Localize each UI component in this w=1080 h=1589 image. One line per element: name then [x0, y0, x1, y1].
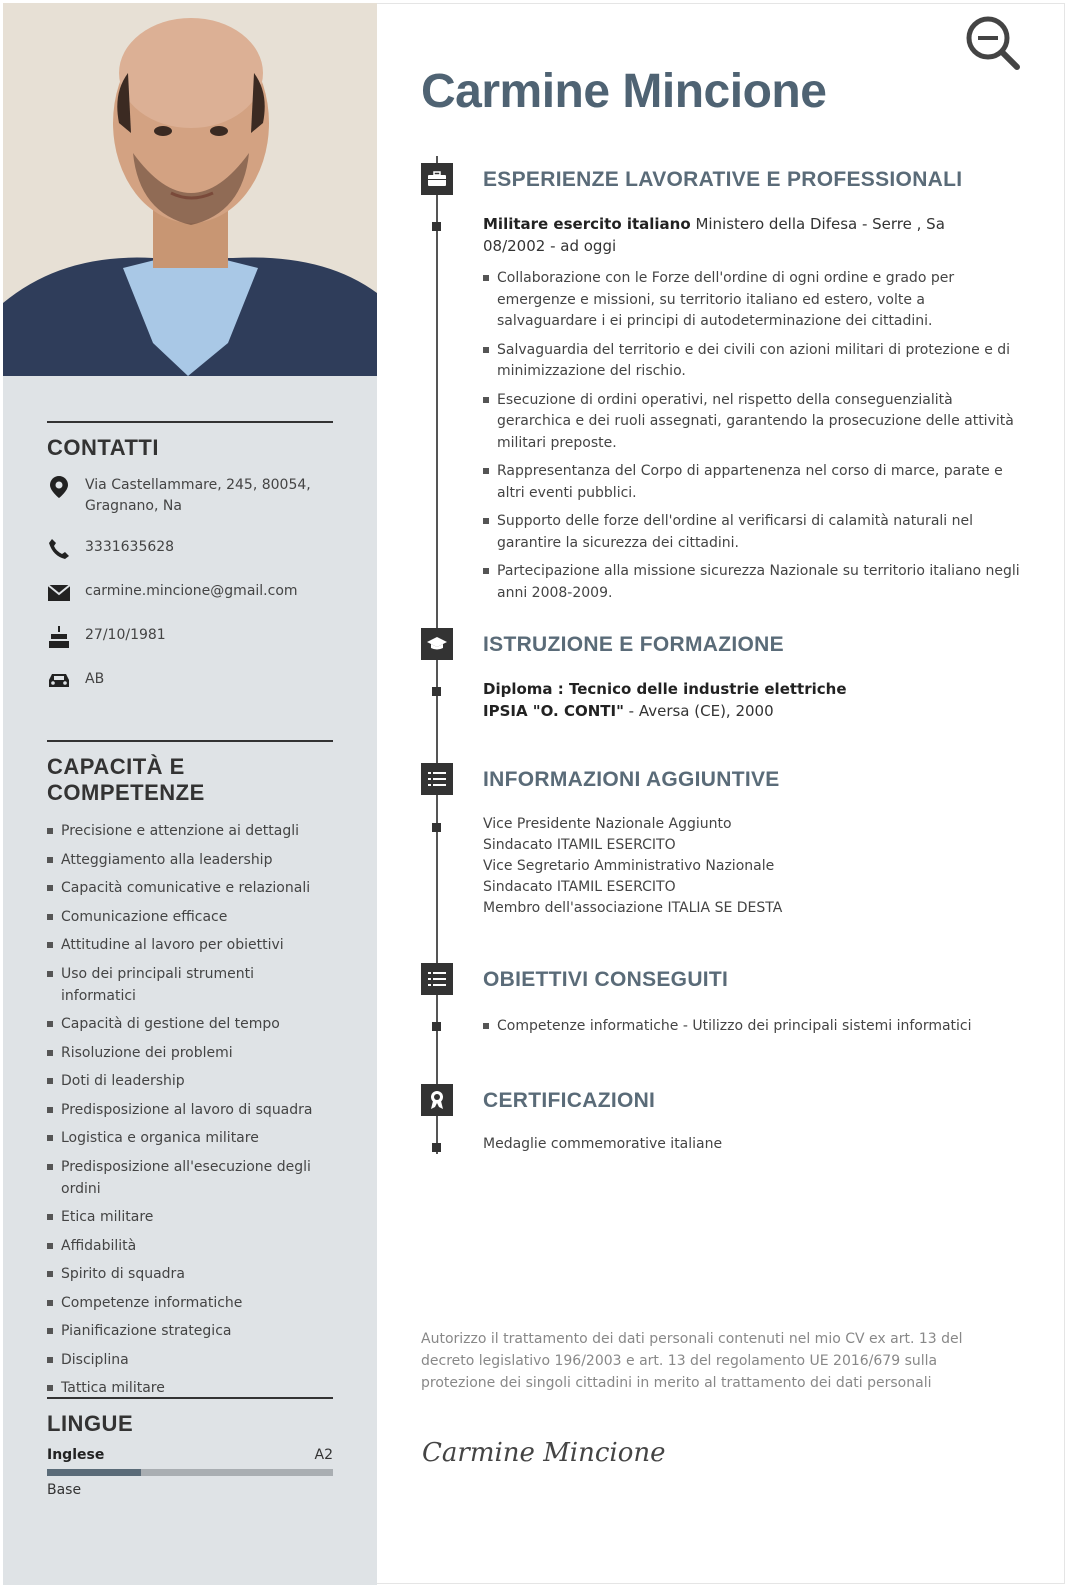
bullet-icon: [47, 942, 53, 948]
award-icon: [421, 1084, 453, 1116]
achievement-text: Competenze informatiche - Utilizzo dei principali sistemi informatici: [497, 1018, 972, 1034]
bullet-icon: [47, 971, 53, 977]
bullet-icon: [47, 828, 53, 834]
bullet-icon: [47, 857, 53, 863]
skill-text: Atteggiamento alla leadership: [61, 851, 273, 868]
skill-text: Disciplina: [61, 1351, 129, 1368]
bullet-icon: [47, 1300, 53, 1306]
bullet-icon: [47, 1078, 53, 1084]
bullet-icon: [47, 1214, 53, 1220]
experience-period: 08/2002 - ad oggi: [483, 237, 617, 255]
skill-text: Predisposizione al lavoro di squadra: [61, 1101, 313, 1118]
list-icon: [421, 763, 453, 795]
list-item: [483, 390, 1023, 455]
skill-text: Logistica e organica militare: [61, 1130, 259, 1146]
mail-icon: [47, 581, 71, 605]
skill-item: [47, 1263, 333, 1285]
language-level: A2: [314, 1447, 333, 1463]
bullet-icon: [47, 914, 53, 920]
skill-text: Pianificazione strategica: [61, 1323, 232, 1339]
skill-text: Capacità di gestione del tempo: [61, 1016, 280, 1032]
divider: [47, 740, 333, 742]
skill-text: Capacità comunicative e relazionali: [61, 880, 311, 896]
skill-text: Doti di leadership: [61, 1073, 185, 1089]
timeline-dot: [432, 687, 441, 696]
skill-item: [47, 963, 333, 1007]
additional-line: Vice Segretario Amministrativo Nazionale: [483, 858, 775, 874]
contact-phone: [47, 537, 333, 561]
skill-item: [47, 1235, 333, 1257]
certifications-title: CERTIFICAZIONI: [483, 1089, 656, 1112]
phone-text: 3331635628: [85, 539, 175, 555]
skill-item: [47, 1156, 333, 1200]
list-item: [483, 268, 1023, 333]
skill-text: Affidabilità: [61, 1237, 137, 1254]
address-line1: Via Castellammare, 245, 80054,: [85, 477, 311, 493]
additional-line: Vice Presidente Nazionale Aggiunto: [483, 816, 732, 832]
bullet-icon: [483, 347, 489, 353]
skill-item: [47, 1320, 333, 1342]
birthday-icon: [47, 625, 71, 649]
birthdate-text: 27/10/1981: [85, 627, 166, 643]
languages-section: [47, 1397, 333, 1498]
bullet-icon: [483, 568, 489, 574]
bullet-icon: [483, 1023, 489, 1029]
achievements-list: [483, 1016, 1023, 1045]
education-place: - Aversa (CE), 2000: [623, 702, 774, 720]
location-icon: [47, 475, 71, 499]
skills-title: CAPACITÀ E COMPETENZE: [47, 754, 205, 805]
skill-item: [47, 849, 333, 871]
bullet-icon: [47, 1164, 53, 1170]
zoom-out-icon[interactable]: [964, 14, 1020, 70]
experience-bullet-text: Partecipazione alla missione sicurezza Nazionale su territorio italiano negli anni 2008-2009.: [497, 563, 1020, 601]
bullet-icon: [47, 1243, 53, 1249]
achievements-title: OBIETTIVI CONSEGUITI: [483, 968, 729, 991]
skill-text: Etica militare: [61, 1209, 154, 1225]
bullet-icon: [483, 397, 489, 403]
signature-text: Carmine Mincione: [422, 1438, 666, 1468]
list-icon: [421, 963, 453, 995]
experience-role: Militare esercito italiano: [483, 215, 691, 233]
skill-text: Tattica militare: [61, 1380, 165, 1396]
skill-item: [47, 1099, 333, 1121]
bullet-icon: [47, 1357, 53, 1363]
additional-line: Sindacato ITAMIL ESERCITO: [483, 879, 676, 895]
bullet-icon: [483, 468, 489, 474]
skill-item: [47, 1206, 333, 1228]
bullet-icon: [483, 518, 489, 524]
bullet-icon: [47, 1271, 53, 1277]
divider: [47, 421, 333, 423]
experience-bullets: [483, 268, 1023, 611]
email-text: carmine.mincione@gmail.com: [85, 583, 298, 599]
briefcase-icon: [421, 163, 453, 195]
skill-item: [47, 1042, 333, 1064]
experience-title: ESPERIENZE LAVORATIVE E PROFESSIONALI: [483, 168, 963, 191]
skill-text: Competenze informatiche: [61, 1294, 243, 1311]
divider: [47, 1397, 333, 1399]
skills-list: [47, 820, 333, 1399]
additional-line: Sindacato ITAMIL ESERCITO: [483, 837, 676, 853]
bullet-icon: [483, 275, 489, 281]
timeline-dot: [432, 823, 441, 832]
contact-email: [47, 581, 333, 605]
skill-item: [47, 877, 333, 899]
privacy-note: Autorizzo il trattamento dei dati personali contenuti nel mio CV ex art. 13 del decreto legislativo 196/2003 e art. 13 del regolamento UE 2016/679 sulla protezione dei singoli cittadini in merito al trattamento dei dati personali: [421, 1331, 963, 1391]
skill-item: [47, 1127, 333, 1149]
list-item: [483, 511, 1023, 554]
car-icon: [47, 669, 71, 693]
skill-text: Risoluzione dei problemi: [61, 1044, 233, 1061]
skill-item: [47, 934, 333, 956]
license-text: AB: [85, 671, 105, 687]
bullet-icon: [47, 1021, 53, 1027]
skill-text: Uso dei principali strumenti informatici: [61, 965, 254, 1004]
contacts-title: CONTATTI: [47, 435, 159, 460]
candidate-name: Carmine Mincione: [421, 65, 827, 118]
address-line2: Gragnano, Na: [85, 498, 182, 514]
list-item: [483, 561, 1023, 604]
bullet-icon: [47, 1107, 53, 1113]
timeline-dot: [432, 222, 441, 231]
profile-photo: [3, 3, 377, 376]
contact-license: [47, 669, 333, 693]
bullet-icon: [47, 1050, 53, 1056]
education-degree: Diploma : Tecnico delle industrie elettriche: [483, 680, 847, 698]
timeline-dot: [432, 1143, 441, 1152]
experience-bullet-text: Rappresentanza del Corpo di appartenenza nel corso di marce, parate e altri eventi pubblici.: [497, 463, 1003, 501]
skill-item: [47, 1349, 333, 1371]
skill-text: Spirito di squadra: [61, 1266, 185, 1282]
experience-bullet-text: Supporto delle forze dell'ordine al verificarsi di calamità naturali nel garantire la sicurezza dei cittadini.: [497, 513, 973, 551]
skill-item: [47, 1292, 333, 1314]
language-bar-fill: [47, 1469, 141, 1476]
education-entry: [483, 678, 1023, 722]
skills-section: [47, 740, 333, 1406]
languages-title: LINGUE: [47, 1411, 134, 1436]
language-name: Inglese: [47, 1447, 105, 1463]
language-bar: [47, 1469, 333, 1476]
language-row: [47, 1447, 333, 1463]
phone-icon: [47, 537, 71, 561]
bullet-icon: [47, 885, 53, 891]
experience-bullet-text: Collaborazione con le Forze dell'ordine di ogni ordine e grado per emergenze e missioni, su territorio italiano ed estero, volte a salvaguardare i ei principi di autodeterminazione dei cittadini.: [497, 270, 955, 329]
skill-text: Attitudine al lavoro per obiettivi: [61, 937, 284, 953]
education-title: ISTRUZIONE E FORMAZIONE: [483, 633, 784, 656]
bullet-icon: [47, 1135, 53, 1141]
contact-address: [47, 475, 333, 517]
additional-line: Membro dell'associazione ITALIA SE DESTA: [483, 900, 783, 916]
language-label: Base: [47, 1482, 82, 1498]
contact-birthdate: [47, 625, 333, 649]
skill-text: Comunicazione efficace: [61, 908, 228, 925]
list-item: [483, 461, 1023, 504]
experience-employer: Ministero della Difesa - Serre , Sa: [690, 215, 945, 233]
experience-bullet-text: Esecuzione di ordini operativi, nel rispetto della conseguenzialità gerarchica e dei ruoli assegnati, garantendo la prosecuzione delle attività militari preposte.: [497, 391, 1014, 451]
contacts-section: [47, 421, 333, 713]
education-school: IPSIA "O. CONTI": [483, 702, 624, 720]
additional-lines: [483, 814, 1023, 919]
bullet-icon: [47, 1328, 53, 1334]
skill-text: Predisposizione all'esecuzione degli ordini: [61, 1158, 311, 1197]
skill-item: [47, 1377, 333, 1399]
signature: [420, 1425, 666, 1479]
additional-title: INFORMAZIONI AGGIUNTIVE: [483, 768, 780, 791]
bullet-icon: [47, 1385, 53, 1391]
experience-header: [483, 213, 1023, 257]
skill-item: [47, 1070, 333, 1092]
list-item: [483, 1016, 1023, 1038]
skill-item: [47, 1013, 333, 1035]
graduation-cap-icon: [421, 628, 453, 660]
timeline-dot: [432, 1022, 441, 1031]
list-item: [483, 340, 1023, 383]
skill-item: [47, 906, 333, 928]
skill-text: Precisione e attenzione ai dettagli: [61, 823, 300, 839]
certification-text: Medaglie commemorative italiane: [483, 1136, 723, 1152]
experience-bullet-text: Salvaguardia del territorio e dei civili con azioni militari di protezione e di minimizzazione del rischio.: [497, 341, 1011, 379]
skill-item: [47, 820, 333, 842]
